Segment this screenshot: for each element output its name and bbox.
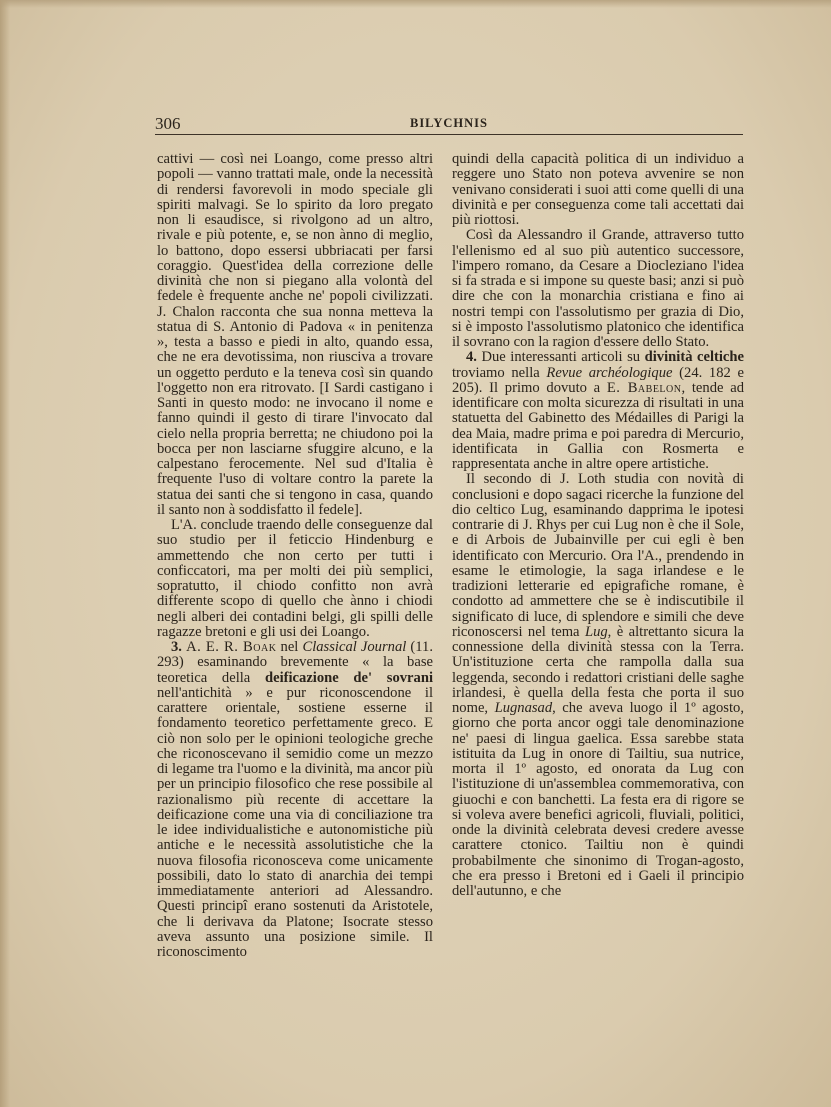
page-left-edge <box>0 0 10 1107</box>
paragraph: 4. Due interessanti articoli su divinità celtiche troviamo nella Revue archéologique (24. 182 e 205). Il primo dovuto a E. Babelon, tende ad identificare con molta sicurezza di risultati in una statuetta del Gabinetto des Médailles di Parigi la dea Maia, madre prima e poi paredra di Mercurio, identificata in Gallia con Rosmerta e rappresentata anche in altre opere artistiche. <box>452 349 745 472</box>
author-name: A. E. R. Boak <box>186 639 277 655</box>
paragraph: 3. A. E. R. Boak nel Classical Journal (11. 293) esaminando brevemente « la base teoretica della deificazione de' sovrani nell'antichità » e pur riconoscendone il carattere orientale, sostiene esserne il fondamento teoretico perfettamente greco. E ciò non solo per le opinioni teologiche greche che riconoscevano il semidio come un mezzo di legame tra l'uomo e la divinità, ma ancor più per un principio filosofico che rese possibile al razionalismo più recente di accettare la deificazione come una via di conciliazione tra le idee individualistiche e autonomistiche più antiche e le necessità assolutistiche che la nuova filosofia riconosceva come unicamente possibili, dato lo stato di anarchia dei tempi immediatamente anteriori ad Alessandro. Questi principî erano sostenuti da Aristotele, che li derivava da Platone; Isocrate stesso aveva assunto una posizione simile. Il riconoscimento <box>157 639 433 960</box>
paragraph: cattivi — così nei Loango, come presso altri popoli — vanno trattati male, onde la necessità di rendersi favorevoli in modo speciale gli spiriti malvagi. Se lo spirito da loro pregato non li esaudisce, si rivolgono ad un altro, rivale e più potente, e, se non ànno di meglio, lo battono, dopo essersi ubbriacati per farsi coraggio. Quest'idea della correzione delle divinità che non si piegano alla volontà del fedele è frequente anche ne' popoli civilizzati. J. Chalon racconta che sua nonna metteva la statua di S. Antonio di Padova « in penitenza », testa a basso e piedi in alto, quando essa, che ne era devotissima, non riusciva a trovare un oggetto perduto e la teneva così sin quando l'oggetto non era ritrovato. [I Sardi castigano i Santi in questo modo: ne invocano il nome e fanno quindi il gesto di tirare l'invocato dal cielo nella propria berretta; ne chiudono poi la bocca per non lasciarne sfuggire alcuno, e la calpestano ferocemente. Nel sud d'Italia è frequente l'uso di voltare contro la parete la statua dei santi che si tengono in casa, quando il santo non à soddisfatto il fedele]. <box>157 151 433 518</box>
italic-term: Lug <box>584 623 608 640</box>
journal-title: Revue archéologique <box>546 364 673 381</box>
topic-heading: deificazione de' sovrani <box>264 669 433 686</box>
journal-title: Classical Journal <box>302 639 407 655</box>
header-rule <box>155 134 743 135</box>
author-name: E. Babelon <box>606 379 682 396</box>
topic-heading: divinità celtiche <box>644 349 745 366</box>
italic-term: Lugnasad <box>494 700 553 716</box>
section-number: 4. <box>466 349 477 366</box>
running-title: BILYCHNIS <box>409 116 488 130</box>
paragraph: Così da Alessandro il Grande, attraverso tutto l'ellenismo ed al suo più autentico successore, l'impero romano, da Cesare a Diocleziano l'idea si fa strada e si impone su queste basi; anzi si può dire che con la monarchia cristiana e fino ai nostri tempi con l'assolutismo per grazia di Dio, si è imposto l'assolutismo platonico che identifica il sovrano con la ragion d'essere dello Stato. <box>452 227 744 350</box>
section-number: 3. <box>171 639 182 655</box>
paragraph: quindi della capacità politica di un individuo a reggere uno Stato non poteva avvenire se non venivano considerati i suoi atti come quelli di una divinità e per conseguenza come tali accettati dai più riottosi. <box>452 151 744 228</box>
page-number: 306 <box>155 114 181 133</box>
right-column <box>452 152 744 899</box>
page-header <box>155 114 743 136</box>
page-top-edge <box>0 0 831 8</box>
paragraph: Il secondo di J. Loth studia con novità di conclusioni e dopo sagaci ricerche la funzione del dio celtico Lug, esaminando dapprima le ipotesi contrarie di J. Rhys per cui Lug non è che il Sole, e di Arbois de Jubainville per cui egli è ben identificato con Mercurio. Ora l'A., prendendo in esame le etimologie, la saga irlandese e le tradizioni letterarie ed epigrafiche romane, è condotto ad ammettere che se è indiscutibile il significato di luce, di splendore e simili che deve riconoscersi nel tema Lug, è altrettanto sicura la connessione della divinità stessa con la Terra. Un'istituzione certa che rampolla dalla sua leggenda, secondo i redattori cristiani delle saghe irlandesi, è quella della festa che porta il suo nome, Lugnasad, che aveva luogo il 1º agosto, giorno che porta ancor oggi tale denominazione ne' paesi di lingua gaelica. Essa sarebbe stata istituita da Lug in onore di Tailtiu, sua nutrice, morta il 1º agosto, ed onorata da Lug con l'istituzione di un'assemblea commemorativa, con giuochi e con banchetti. La festa era di rigore se si voleva avere benefici agricoli, fluviali, politici, onde la divinità celebrata devesi credere avesse carattere ctonico. Tailtiu non è quindi probabilmente che sinonimo di Trogan-agosto, che era presso i Bretoni ed i Gaeli il principio dell'autunno, e che <box>452 471 744 899</box>
paragraph: L'A. conclude traendo delle conseguenze dal suo studio per il feticcio Hindenburg e ammettendo che non certo per tutti i conficcatori, ma per molti dei più semplici, sopratutto, il chiodo confitto non avrà differente scopo di quello che ànno i chiodi negli alberi dei contadini belgi, gli spilli delle ragazze bretoni e gli usi dei Loango. <box>157 517 433 640</box>
left-column <box>157 152 433 960</box>
